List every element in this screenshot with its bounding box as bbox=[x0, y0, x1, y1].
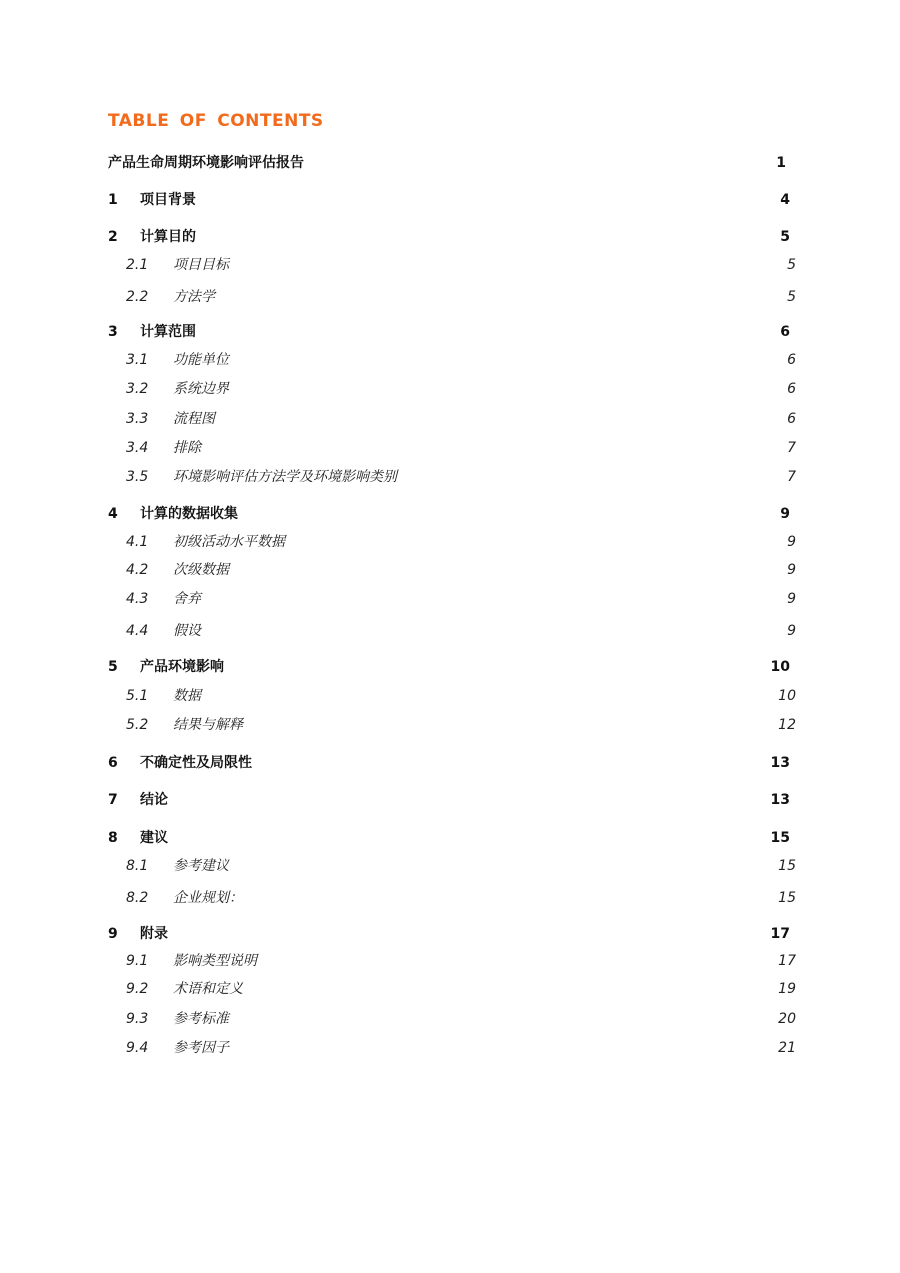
toc-entry-title: 功能单位 bbox=[173, 352, 229, 368]
toc-entry-page: 5 bbox=[787, 257, 796, 273]
toc-entry-page: 9 bbox=[787, 562, 796, 578]
toc-entry-number: 7 bbox=[108, 792, 118, 808]
toc-subentry[interactable] bbox=[0, 978, 900, 1000]
toc-entry-number: 2.1 bbox=[126, 257, 149, 273]
toc-subentry[interactable] bbox=[0, 950, 900, 972]
toc-subentry[interactable] bbox=[0, 531, 900, 553]
toc-entry-title: 建议 bbox=[140, 830, 168, 846]
toc-entry-page: 4 bbox=[780, 192, 790, 208]
toc-entry-page: 15 bbox=[778, 890, 796, 906]
toc-entry-page: 5 bbox=[780, 229, 790, 245]
toc-entry-page: 7 bbox=[787, 469, 796, 485]
toc-entry-page: 20 bbox=[778, 1011, 796, 1027]
toc-entry-page: 6 bbox=[787, 411, 796, 427]
toc-entry-title: 环境影响评估方法学及环境影响类别 bbox=[173, 469, 397, 485]
toc-entry-title: 附录 bbox=[140, 926, 168, 942]
toc-entry[interactable] bbox=[0, 656, 900, 678]
toc-subentry[interactable] bbox=[0, 1008, 900, 1030]
toc-entry-title: 项目背景 bbox=[140, 192, 196, 208]
toc-entry-page: 5 bbox=[787, 289, 796, 305]
toc-entry-number: 5 bbox=[108, 659, 118, 675]
toc-entry-number: 4.1 bbox=[126, 534, 149, 550]
toc-entry-page: 13 bbox=[770, 792, 790, 808]
toc-entry-page: 15 bbox=[778, 858, 796, 874]
toc-entry-title: 初级活动水平数据 bbox=[173, 534, 285, 550]
toc-entry-title: 计算的数据收集 bbox=[140, 506, 238, 522]
toc-entry-page: 12 bbox=[778, 717, 796, 733]
toc-entry-number: 4.4 bbox=[126, 623, 149, 639]
toc-entry-number: 9.2 bbox=[126, 981, 149, 997]
toc-entry[interactable] bbox=[0, 226, 900, 248]
toc-entry-page: 10 bbox=[778, 688, 796, 704]
toc-subentry[interactable] bbox=[0, 559, 900, 581]
toc-entry-title: 参考建议 bbox=[173, 858, 229, 874]
toc-entry-number: 3.4 bbox=[126, 440, 149, 456]
toc-entry-title: 次级数据 bbox=[173, 562, 229, 578]
toc-entry[interactable] bbox=[0, 923, 900, 945]
toc-entry-page: 13 bbox=[770, 755, 790, 771]
toc-subentry[interactable] bbox=[0, 685, 900, 707]
toc-subentry[interactable] bbox=[0, 254, 900, 276]
toc-entry-page: 6 bbox=[787, 381, 796, 397]
toc-entry-number: 8.2 bbox=[126, 890, 149, 906]
toc-entry-page: 9 bbox=[780, 506, 790, 522]
toc-entry-title: 计算范围 bbox=[140, 324, 196, 340]
toc-entry-page: 15 bbox=[770, 830, 790, 846]
toc-entry-number: 6 bbox=[108, 755, 118, 771]
toc-entry-number: 9 bbox=[108, 926, 118, 942]
toc-entry-title: 假设 bbox=[173, 623, 201, 639]
toc-subentry[interactable] bbox=[0, 286, 900, 308]
toc-entry-title: 项目目标 bbox=[173, 257, 229, 273]
toc-subentry[interactable] bbox=[0, 437, 900, 459]
toc-entry-page: 9 bbox=[787, 591, 796, 607]
toc-heading: TABLE OF CONTENTS bbox=[108, 111, 324, 131]
toc-entry-page: 9 bbox=[787, 534, 796, 550]
toc-entry-page: 9 bbox=[787, 623, 796, 639]
toc-entry[interactable] bbox=[0, 152, 900, 174]
toc-entry-number: 3.5 bbox=[126, 469, 149, 485]
toc-entry-title: 参考标准 bbox=[173, 1011, 229, 1027]
toc-entry-page: 10 bbox=[770, 659, 790, 675]
toc-entry-page: 17 bbox=[770, 926, 790, 942]
toc-entry-page: 6 bbox=[787, 352, 796, 368]
toc-entry-number: 5.1 bbox=[126, 688, 149, 704]
toc-subentry[interactable] bbox=[0, 714, 900, 736]
toc-entry-page: 7 bbox=[787, 440, 796, 456]
toc-entry-number: 2.2 bbox=[126, 289, 149, 305]
toc-entry-title: 产品环境影响 bbox=[140, 659, 224, 675]
toc-subentry[interactable] bbox=[0, 466, 900, 488]
toc-subentry[interactable] bbox=[0, 378, 900, 400]
toc-entry[interactable] bbox=[0, 789, 900, 811]
toc-entry-number: 9.1 bbox=[126, 953, 149, 969]
toc-subentry[interactable] bbox=[0, 620, 900, 642]
toc-entry-number: 5.2 bbox=[126, 717, 149, 733]
toc-entry-number: 3.3 bbox=[126, 411, 149, 427]
toc-entry[interactable] bbox=[0, 827, 900, 849]
toc-entry-number: 2 bbox=[108, 229, 118, 245]
toc-entry-page: 21 bbox=[778, 1040, 796, 1056]
toc-subentry[interactable] bbox=[0, 349, 900, 371]
toc-entry[interactable] bbox=[0, 321, 900, 343]
toc-entry-title: 舍弃 bbox=[173, 591, 201, 607]
toc-subentry[interactable] bbox=[0, 408, 900, 430]
toc-entry-title: 术语和定义 bbox=[173, 981, 243, 997]
toc-entry-title: 系统边界 bbox=[173, 381, 229, 397]
toc-entry-page: 1 bbox=[776, 155, 786, 171]
toc-subentry[interactable] bbox=[0, 887, 900, 909]
toc-entry-title: 方法学 bbox=[173, 289, 215, 305]
toc-entry-title: 参考因子 bbox=[173, 1040, 229, 1056]
toc-entry-number: 9.3 bbox=[126, 1011, 149, 1027]
toc-entry[interactable] bbox=[0, 752, 900, 774]
toc-entry-number: 4.2 bbox=[126, 562, 149, 578]
toc-entry-number: 8 bbox=[108, 830, 118, 846]
toc-entry[interactable] bbox=[0, 189, 900, 211]
toc-subentry[interactable] bbox=[0, 588, 900, 610]
toc-entry-number: 3.2 bbox=[126, 381, 149, 397]
toc-entry-page: 19 bbox=[778, 981, 796, 997]
toc-entry-title: 结果与解释 bbox=[173, 717, 243, 733]
toc-entry-number: 3 bbox=[108, 324, 118, 340]
toc-entry-title: 影响类型说明 bbox=[173, 953, 257, 969]
toc-entry-title: 数据 bbox=[173, 688, 201, 704]
toc-entry-number: 4.3 bbox=[126, 591, 149, 607]
toc-entry-title: 排除 bbox=[173, 440, 201, 456]
toc-entry-title: 不确定性及局限性 bbox=[140, 755, 252, 771]
toc-entry-title: 结论 bbox=[140, 792, 168, 808]
toc-entry[interactable] bbox=[0, 503, 900, 525]
toc-entry-number: 1 bbox=[108, 192, 118, 208]
toc-entry-title: 产品生命周期环境影响评估报告 bbox=[108, 155, 304, 171]
toc-entry-number: 3.1 bbox=[126, 352, 149, 368]
toc-entry-title: 流程图 bbox=[173, 411, 215, 427]
toc-entry-page: 17 bbox=[778, 953, 796, 969]
toc-subentry[interactable] bbox=[0, 855, 900, 877]
toc-entry-number: 4 bbox=[108, 506, 118, 522]
toc-entry-title: 计算目的 bbox=[140, 229, 196, 245]
toc-entry-title: 企业规划： bbox=[173, 890, 243, 906]
toc-entry-page: 6 bbox=[780, 324, 790, 340]
toc-entry-number: 8.1 bbox=[126, 858, 149, 874]
toc-entry-number: 9.4 bbox=[126, 1040, 149, 1056]
toc-subentry[interactable] bbox=[0, 1037, 900, 1059]
